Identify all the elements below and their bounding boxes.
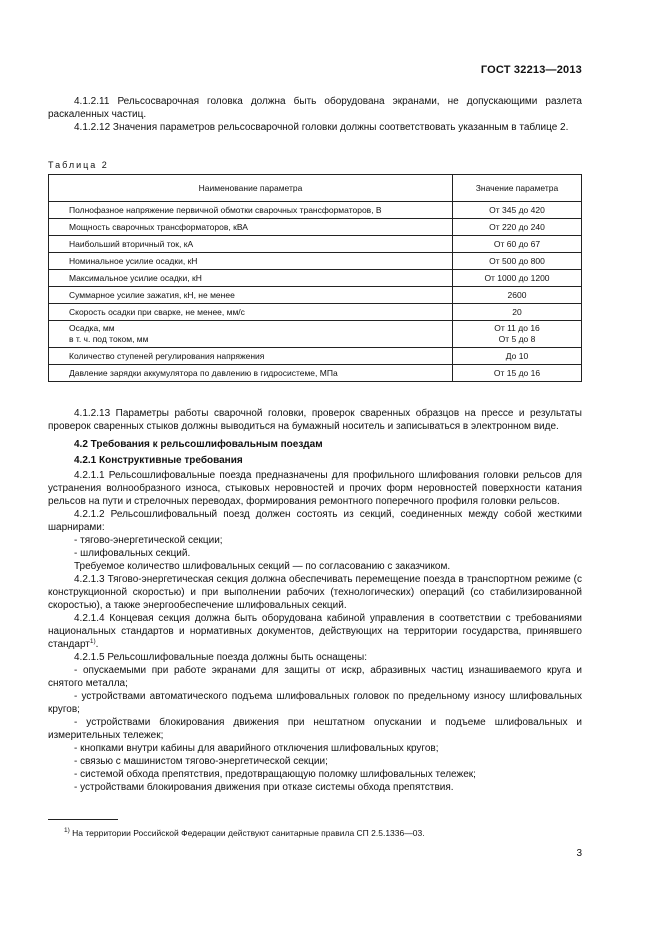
section-heading-4-2: 4.2 Требования к рельсошлифовальным поездам bbox=[74, 439, 323, 450]
table-row bbox=[49, 321, 582, 348]
table-cell-name bbox=[49, 321, 453, 348]
table-row bbox=[49, 270, 582, 287]
table-cell-name-line: в т. ч. под током, мм bbox=[69, 334, 149, 344]
paragraph-4-2-1-5: 4.2.1.5 Рельсошлифовальные поезда должны быть оснащены: bbox=[74, 652, 367, 663]
footnote-separator bbox=[48, 819, 118, 820]
table-cell-name: Количество ступеней регулирования напряжения bbox=[49, 348, 453, 365]
table-cell-value bbox=[453, 321, 582, 348]
table-header-row bbox=[49, 175, 582, 202]
footnote-mark: 1) bbox=[64, 827, 70, 834]
table-cell-value: От 1000 до 1200 bbox=[453, 270, 582, 287]
table-cell-value: От 220 до 240 bbox=[453, 219, 582, 236]
list-item: - устройствами блокирования движения при отказе системы обхода препятствия. bbox=[74, 782, 454, 793]
paragraph-required-sections: Требуемое количество шлифовальных секций — по согласованию с заказчиком. bbox=[74, 561, 451, 572]
table-cell-name: Суммарное усилие зажатия, кН, не менее bbox=[49, 287, 453, 304]
paragraph-end-period: . bbox=[95, 639, 99, 650]
table-cell-value: От 500 до 800 bbox=[453, 253, 582, 270]
table-row bbox=[49, 365, 582, 382]
paragraph-4-1-2-13: 4.1.2.13 Параметры работы сварочной головки, проверок сваренных образцов на прессе и результаты проверок сваренных стыков должны выводиться на бумажный носитель и записываться в электронном виде. bbox=[48, 408, 582, 432]
table-caption: Таблица 2 bbox=[48, 160, 109, 170]
table-cell-name: Наибольший вторичный ток, кА bbox=[49, 236, 453, 253]
table-row bbox=[49, 202, 582, 219]
list-item: - тягово-энергетической секции; bbox=[74, 535, 223, 546]
table-cell-name: Мощность сварочных трансформаторов, кВА bbox=[49, 219, 453, 236]
table-header-value: Значение параметра bbox=[453, 175, 582, 202]
table-cell-name: Полнофазное напряжение первичной обмотки сварочных трансформаторов, В bbox=[49, 202, 453, 219]
paragraph-4-2-1-4 bbox=[48, 612, 582, 651]
paragraph-4-1-2-11: 4.1.2.11 Рельсосварочная головка должна быть оборудована экранами, не допускающими разлета раскаленных частиц. bbox=[48, 96, 582, 120]
table-row bbox=[49, 253, 582, 270]
table-row bbox=[49, 287, 582, 304]
intro-block bbox=[48, 95, 582, 134]
paragraph-4-2-1-4-text: 4.2.1.4 Концевая секция должна быть оборудована кабиной управления в соответствии с требованиями национальных стандартов и нормативных документов, действующих на территории государства, принявшего стандарт bbox=[48, 613, 582, 650]
list-item: - устройствами автоматического подъема шлифовальных головок по предельному износу шлифовальных кругов; bbox=[48, 691, 582, 715]
list-item: - системой обхода препятствия, предотвращающую поломку шлифовальных тележек; bbox=[74, 769, 476, 780]
table-cell-name: Номинальное усилие осадки, кН bbox=[49, 253, 453, 270]
table-row bbox=[49, 304, 582, 321]
parameters-table bbox=[48, 174, 582, 382]
table-row bbox=[49, 219, 582, 236]
footnote-reference: 1) bbox=[89, 638, 96, 645]
table-cell-value: От 345 до 420 bbox=[453, 202, 582, 219]
paragraph-4-2-1-1: 4.2.1.1 Рельсошлифовальные поезда предназначены для профильного шлифования головки рельсов для устранения волнообразного износа, стыковых неровностей и прочих форм неровностей поверхности катания рельсов на пути и стрелочных переводах, формирования ремонтного поперечного профиля головки рельсов. bbox=[48, 470, 582, 507]
standard-header: ГОСТ 32213—2013 bbox=[480, 64, 582, 76]
paragraph-4-2-1-3: 4.2.1.3 Тягово-энергетическая секция должна обеспечивать перемещение поезда в транспортном режиме (с конструкционной скоростью) и при выполнении рабочих (технологических) операций (со стабилизированной скоростью), а также энергообеспечение шлифовальных секций. bbox=[48, 574, 582, 611]
list-item: - устройствами блокирования движения при нештатном опускании и подъеме шлифовальных и измерительных тележек; bbox=[48, 717, 582, 741]
table-cell-value-line: От 5 до 8 bbox=[498, 334, 536, 344]
list-item: - опускаемыми при работе экранами для защиты от искр, абразивных частиц изнашиваемого круга и снятого металла; bbox=[48, 665, 582, 689]
main-text-block bbox=[48, 407, 582, 794]
table-row bbox=[49, 236, 582, 253]
table-cell-value: От 60 до 67 bbox=[453, 236, 582, 253]
list-item: - шлифовальных секций. bbox=[74, 548, 191, 559]
table-cell-value: До 10 bbox=[453, 348, 582, 365]
page-number: 3 bbox=[576, 848, 582, 859]
table-cell-value-line: От 11 до 16 bbox=[494, 323, 540, 333]
table-cell-value: От 15 до 16 bbox=[453, 365, 582, 382]
footnote-text: На территории Российской Федерации действуют санитарные правила СП 2.5.1336—03. bbox=[72, 828, 425, 838]
table-cell-value: 20 bbox=[453, 304, 582, 321]
section-heading-4-2-1: 4.2.1 Конструктивные требования bbox=[74, 455, 243, 466]
table-cell-value: 2600 bbox=[453, 287, 582, 304]
table-row bbox=[49, 348, 582, 365]
table-cell-name: Максимальное усилие осадки, кН bbox=[49, 270, 453, 287]
table-cell-name: Скорость осадки при сварке, не менее, мм/с bbox=[49, 304, 453, 321]
footnote bbox=[64, 827, 425, 840]
table-cell-name: Давление зарядки аккумулятора по давлению в гидросистеме, МПа bbox=[49, 365, 453, 382]
list-item: - кнопками внутри кабины для аварийного отключения шлифовальных кругов; bbox=[74, 743, 439, 754]
paragraph-4-1-2-12: 4.1.2.12 Значения параметров рельсосварочной головки должны соответствовать указанным в таблице 2. bbox=[74, 122, 569, 133]
table-cell-name-line: Осадка, мм bbox=[69, 323, 115, 333]
list-item: - связью с машинистом тягово-энергетической секции; bbox=[74, 756, 328, 767]
table-header-name: Наименование параметра bbox=[49, 175, 453, 202]
paragraph-4-2-1-2: 4.2.1.2 Рельсошлифовальный поезд должен состоять из секций, соединенных между собой жесткими шарнирами: bbox=[48, 509, 582, 533]
